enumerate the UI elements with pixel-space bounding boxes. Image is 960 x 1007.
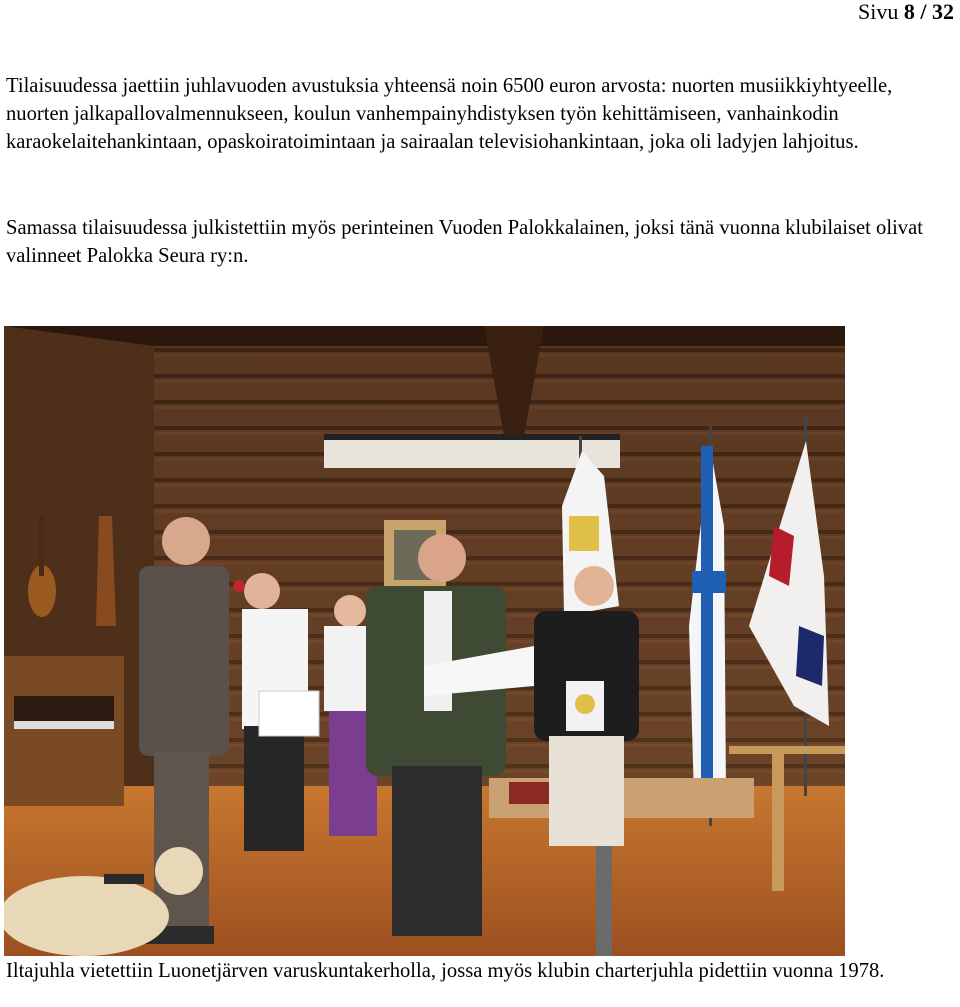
page-total: 32 bbox=[932, 0, 954, 24]
page-separator: / bbox=[920, 0, 927, 24]
projector-screen bbox=[324, 438, 620, 468]
ceremony-photo bbox=[4, 326, 845, 956]
page-current: 8 bbox=[903, 0, 915, 24]
page-number bbox=[858, 0, 954, 26]
paragraph-grants: Tilaisuudessa jaettiin juhlavuoden avustuksia yhteensä noin 6500 euron arvosta: nuorten musiikkiyhtyeelle, nuorten jalkapallovalmennukseen, koulun vanhempainyhdistyksen työn kehittämiseen, vanhainkodin karaokelaitehankintaan, opaskoiratoimintaan ja sairaalan televisiohankintaan, joka oli ladyjen lahjoitus. bbox=[6, 75, 893, 153]
organ bbox=[4, 656, 124, 806]
photo-caption: Iltajuhla vietettiin Luonetjärven varuskuntakerholla, jossa myös klubin charterjuhla pidettiin vuonna 1978. bbox=[6, 960, 885, 982]
page-prefix: Sivu bbox=[858, 0, 899, 24]
paragraph-palokkalainen: Samassa tilaisuudessa julkistettiin myös perinteinen Vuoden Palokkalainen, joksi tänä vuonna klubilaiset olivat valinneet Palokka Seura ry:n. bbox=[6, 217, 923, 267]
